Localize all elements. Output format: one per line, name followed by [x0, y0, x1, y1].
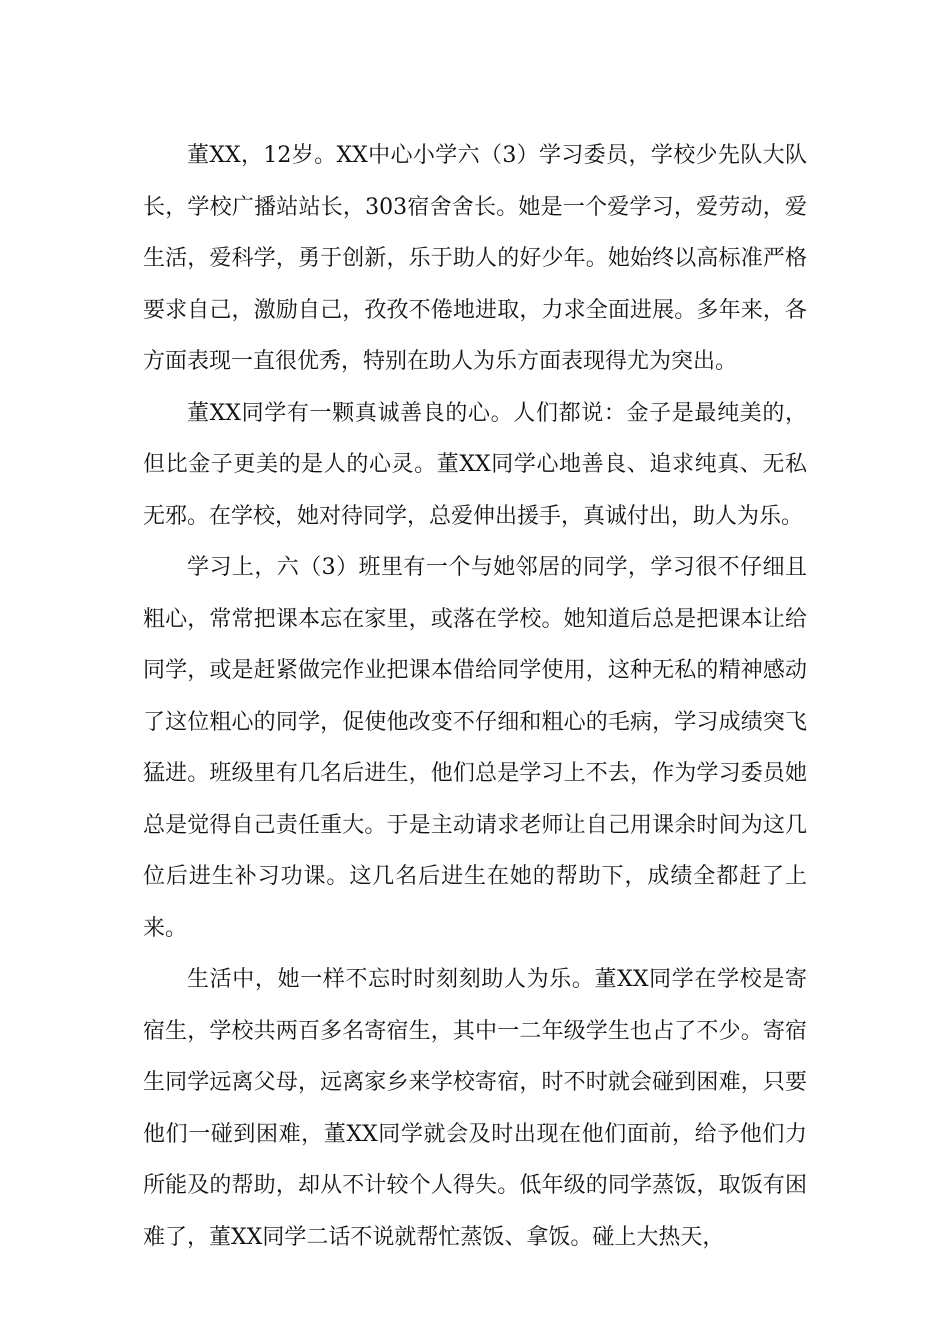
paragraph-3: 学习上，六（3）班里有一个与她邻居的同学，学习很不仔细且粗心，常常把课本忘在家里，或落在学校。她知道后总是把课本让给同学，或是赶紧做完作业把课本借给同学使用，这种无私的精神感动了这位粗心的同学，促使他改变不仔细和粗心的毛病，学习成绩突飞猛进。班级里有几名后进生，他们总是学习上不去，作为学习委员她总是觉得自己责任重大。于是主动请求老师让自己用课余时间为这几位后进生补习功课。这几名后进生在她的帮助下，成绩全都赶了上来。: [143, 555, 807, 941]
paragraph-4: 生活中，她一样不忘时时刻刻助人为乐。董XX同学在学校是寄宿生，学校共两百多名寄宿生，其中一二年级学生也占了不少。寄宿生同学远离父母，远离家乡来学校寄宿，时不时就会碰到困难，只要他们一碰到困难，董XX同学就会及时出现在他们面前，给予他们力所能及的帮助，却从不计较个人得失。低年级的同学蒸饭，取饭有困难了，董XX同学二话不说就帮忙蒸饭、拿饭。碰上大热天，: [143, 967, 807, 1250]
document-body: [143, 130, 807, 1263]
paragraph-2: 董XX同学有一颗真诚善良的心。人们都说：金子是最纯美的，但比金子更美的是人的心灵。董XX同学心地善良、追求纯真、无私无邪。在学校，她对待同学，总爱伸出援手，真诚付出，助人为乐。: [143, 400, 807, 529]
paragraph-1: 董XX，12岁。XX中心小学六（3）学习委员，学校少先队大队长，学校广播站站长，303宿舍舍长。她是一个爱学习，爱劳动，爱生活，爱科学，勇于创新，乐于助人的好少年。她始终以高标准严格要求自己，激励自己，孜孜不倦地进取，力求全面进展。多年来，各方面表现一直很优秀，特别在助人为乐方面表现得尤为突出。: [143, 143, 807, 374]
